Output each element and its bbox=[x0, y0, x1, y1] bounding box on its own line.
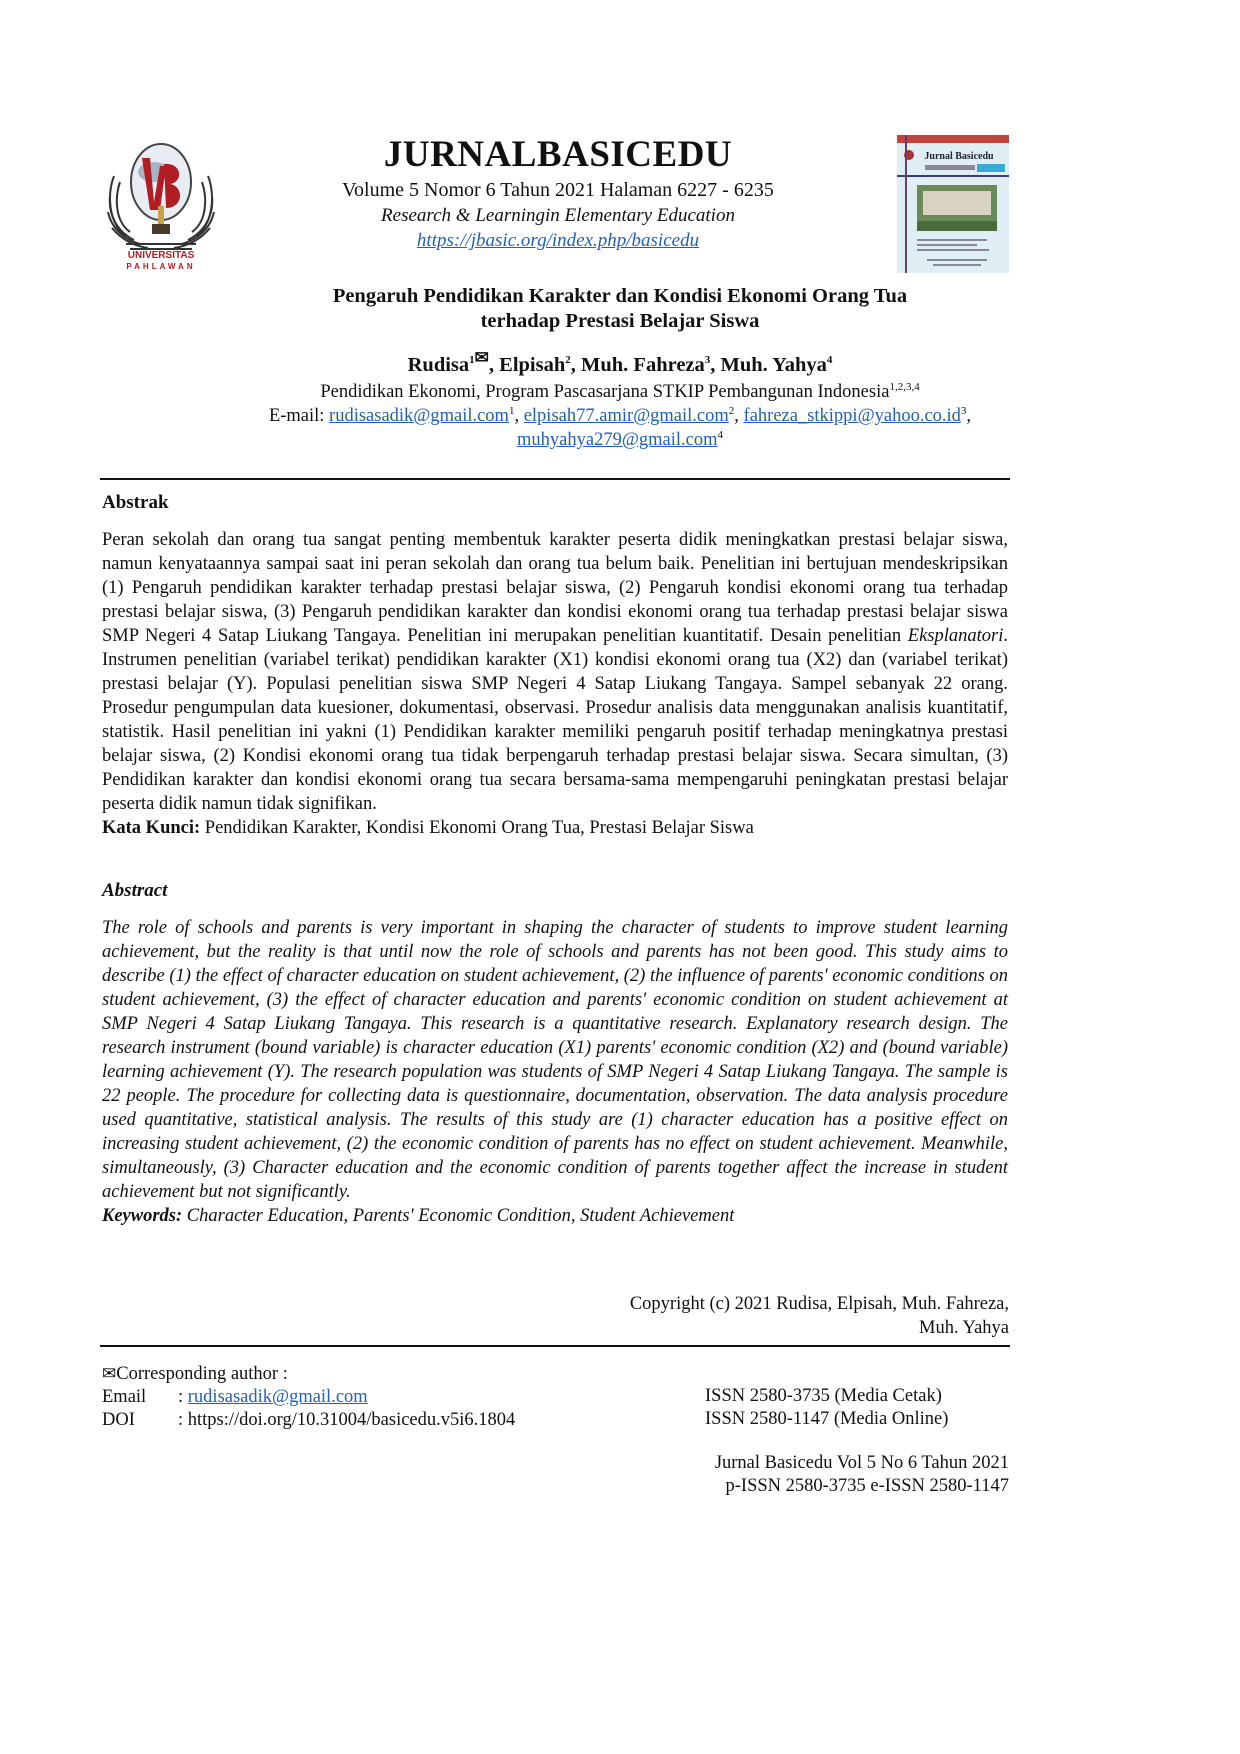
email-link[interactable]: muhyahya279@gmail.com bbox=[517, 430, 718, 450]
copyright-notice: Copyright (c) 2021 Rudisa, Elpisah, Muh. Fahreza, Muh. Yahya bbox=[629, 1294, 1009, 1338]
abstract-keywords: Keywords: Character Education, Parents' Economic Condition, Student Achievement bbox=[102, 1206, 735, 1226]
email-link[interactable]: elpisah77.amir@gmail.com bbox=[523, 406, 729, 426]
author-name: Muh. Fahreza bbox=[581, 354, 705, 376]
doi-label: DOI bbox=[102, 1410, 135, 1430]
email-link[interactable]: fahreza_stkippi@yahoo.co.id bbox=[743, 406, 961, 426]
abstrak-heading: Abstrak bbox=[102, 492, 169, 513]
paper-title-line-1: Pengaruh Pendidikan Karakter dan Kondisi Ekonomi Orang Tua bbox=[332, 285, 908, 307]
paper-title bbox=[180, 284, 1060, 334]
author-list: Rudisa$^{1✉}$, Elpisah$^2$, Muh. Fahreza$^3$, Muh. Yahya$^4$ bbox=[407, 348, 833, 376]
abstract-paragraph: The role of schools and parents is very important in shaping the character of students to improve student learning achievement, but the reality is that until now the role of schools and parents has not been good. This study aims to describe (1) the effect of character education on student achievement, (2) the influence of parents' economic conditions on student achievement, (3) the effect of character education and parents' economic condition on student achievement at SMP Negeri 4 Satap Liukang Tangaya. This research is a quantitative research. Explanatory research design. The research instrument (bound variable) is character education (X1) parents' economic condition (X2) and (bound variable) learning achievement (Y). The research population was students of SMP Negeri 4 Satap Liukang Tangaya. The sample is 22 people. The procedure for collecting data is questionnaire, documentation, observation. The data analysis procedure used quantitative, statistical analysis. The results of this study are (1) character education has a positive effect on increasing student achievement, (2) the economic condition of parents has no effect on student achievement. Meanwhile, simultaneously, (3) Character education and the economic condition of parents together affect the increase in student achievement but not significantly. bbox=[102, 918, 1008, 1202]
journal-url-line bbox=[300, 229, 816, 253]
issn-print: ISSN 2580-3735 (Media Cetak) bbox=[705, 1386, 942, 1406]
corresponding-author-block: ✉Corresponding author : Email : rudisasadik@gmail.com DOI : https://doi.org/10.31004/basicedu.v5i6.1804 bbox=[102, 1364, 516, 1430]
issn-online: ISSN 2580-1147 (Media Online) bbox=[705, 1409, 949, 1429]
affiliation: Pendidikan Ekonomi, Program Pascasarjana STKIP Pembangunan Indonesia$^{1,2,3,4}$ bbox=[320, 380, 920, 402]
issn-block bbox=[705, 1385, 948, 1431]
abstract-body bbox=[102, 916, 1008, 1228]
journal-footer-line: Jurnal Basicedu Vol 5 No 6 Tahun 2021 bbox=[714, 1453, 1009, 1473]
author-emails: E-mail: rudisasadik@gmail.com$^1$, elpisah77.amir@gmail.com$^2$, $fahreza\_stkippi@yahoo.co.id^3$, muhyahya279@gmail.com$^4$ bbox=[268, 404, 972, 450]
envelope-icon: ✉ bbox=[102, 1364, 117, 1383]
author-name: Elpisah bbox=[499, 354, 566, 376]
journal-footer bbox=[640, 1452, 1009, 1498]
journal-footer-issn: p-ISSN 2580-3735 e-ISSN 2580-1147 bbox=[725, 1476, 1009, 1496]
corresponding-email-link[interactable]: rudisasadik@gmail.com bbox=[187, 1387, 368, 1407]
volume-line: Volume 5 Nomor 6 Tahun 2021 Halaman 6227 - 6235 bbox=[342, 179, 774, 201]
envelope-icon: ✉ bbox=[474, 348, 489, 368]
paper-title-line-2: terhadap Prestasi Belajar Siswa bbox=[480, 310, 760, 332]
abstrak-keywords: Kata Kunci: Pendidikan Karakter, Kondisi Ekonomi Orang Tua, Prestasi Belajar Siswa bbox=[102, 818, 754, 838]
email-link[interactable]: rudisasadik@gmail.com bbox=[329, 406, 509, 426]
abstrak-paragraph: Peran sekolah dan orang tua sangat penting membentuk karakter peserta didik meningkatkan prestasi belajar siswa, namun kenyataannya sampai saat ini peran sekolah dan orang tua belum baik. Penelitian ini bertujuan mendeskripsikan (1) Pengaruh pendidikan karakter terhadap prestasi belajar siswa, (2) Pengaruh kondisi ekonomi orang tua terhadap prestasi belajar siswa, (3) Pengaruh pendidikan karakter dan kondisi ekonomi orang tua terhadap prestasi belajar siswa SMP Negeri 4 Satap Liukang Tangaya. Penelitian ini merupakan penelitian kuantitatif. Desain penelitian Eksplanatori. Instrumen penelitian (variabel terikat) pendidikan karakter (X1) kondisi ekonomi orang tua (X2) dan (variabel terikat) prestasi belajar (Y). Populasi penelitian siswa SMP Negeri 4 Satap Liukang Tangaya. Sampel sebanyak 22 orang. Prosedur pengumpulan data kuesioner, dokumentasi, observasi. Prosedur analisis data menggunakan analisis kuantitatif, statistik. Hasil penelitian ini yakni (1) Pendidikan karakter memiliki pengaruh positif terhadap meningkatnya prestasi belajar siswa, (2) Kondisi ekonomi orang tua tidak berpengaruh terhadap prestasi belajar siswa. Secara simultan, (3) Pendidikan karakter dan kondisi ekonomi orang tua secara bersama-sama mempengaruhi peningkatan prestasi belajar peserta didik namun tidak signifikan. bbox=[102, 530, 1008, 814]
journal-cover-thumbnail bbox=[897, 135, 1009, 273]
svg-text:PAHLAWAN: PAHLAWAN bbox=[126, 262, 196, 270]
svg-text:Jurnal Basicedu: Jurnal Basicedu bbox=[924, 151, 994, 162]
abstrak-body bbox=[102, 528, 1008, 840]
author-name: Rudisa bbox=[407, 354, 470, 376]
journal-cover-icon bbox=[897, 135, 1009, 273]
doi-value: https://doi.org/10.31004/basicedu.v5i6.1804 bbox=[187, 1410, 516, 1430]
journal-title: JURNALBASICEDU bbox=[383, 134, 733, 175]
journal-url-link[interactable]: https://jbasic.org/index.php/basicedu bbox=[416, 230, 700, 251]
university-logo-icon bbox=[104, 136, 218, 270]
svg-text:UNIVERSITAS: UNIVERSITAS bbox=[127, 250, 195, 261]
email-label: E-mail: bbox=[268, 406, 325, 426]
footer-divider bbox=[100, 1345, 1010, 1347]
header-divider bbox=[100, 478, 1010, 480]
university-logo bbox=[104, 136, 218, 270]
author-name: Muh. Yahya bbox=[720, 354, 827, 376]
email-label: Email bbox=[102, 1387, 147, 1407]
abstract-heading: Abstract bbox=[102, 880, 168, 901]
journal-subtitle: Research & Learningin Elementary Education bbox=[381, 205, 735, 226]
